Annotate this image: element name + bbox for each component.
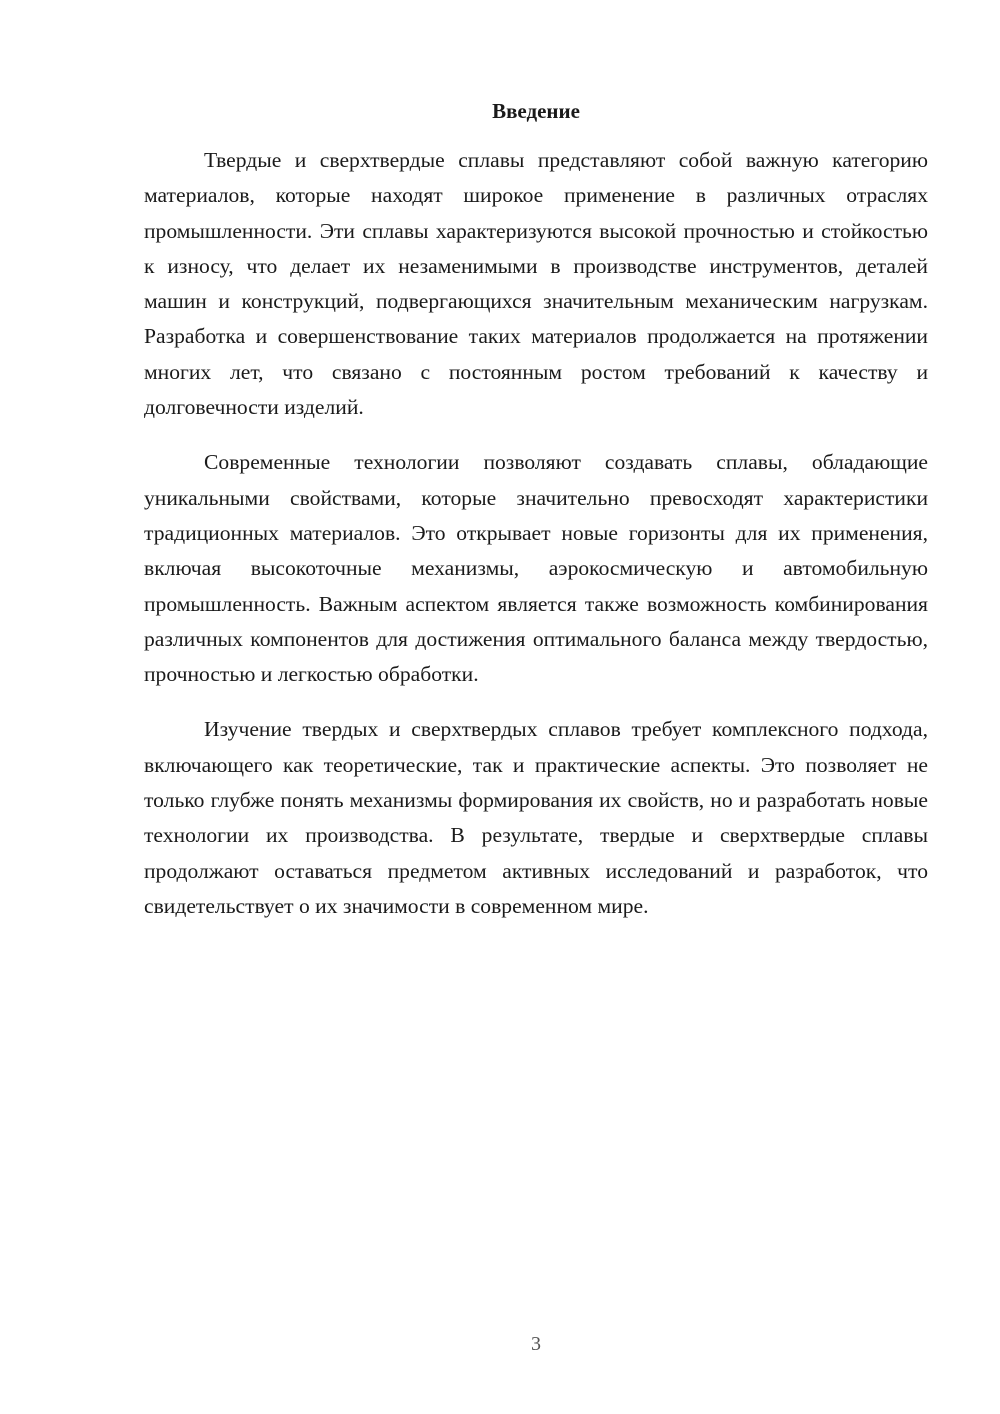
page-number: 3 [531,1333,541,1355]
document-body [144,143,928,944]
paragraph-2: Современные технологии позволяют создавать сплавы, обладающие уникальными свойствами, которые значительно превосходят характеристики традиционных материалов. Это открывает новые горизонты для их применения, включая высокоточные механизмы, аэрокосмическую и автомобильную промышленность. Важным аспектом является также возможность комбинирования различных компонентов для достижения оптимального баланса между твердостью, прочностью и легкостью обработки. [144,450,928,687]
page-title: Введение [492,99,580,123]
paragraph-3: Изучение твердых и сверхтвердых сплавов требует комплексного подхода, включающего как теоретические, так и практические аспекты. Это позволяет не только глубже понять механизмы формирования их свойств, но и разработать новые технологии их производства. В результате, твердые и сверхтвердые сплавы продолжают оставаться предметом активных исследований и разработок, что свидетельствует о их значимости в современном мире. [144,717,928,918]
paragraph-1: Твердые и сверхтвердые сплавы представляют собой важную категорию материалов, которые находят широкое применение в различных отраслях промышленности. Эти сплавы характеризуются высокой прочностью и стойкостью к износу, что делает их незаменимыми в производстве инструментов, деталей машин и конструкций, подвергающихся значительным механическим нагрузкам. Разработка и совершенствование таких материалов продолжается на протяжении многих лет, что связано с постоянным ростом требований к качеству и долговечности изделий. [144,148,928,420]
